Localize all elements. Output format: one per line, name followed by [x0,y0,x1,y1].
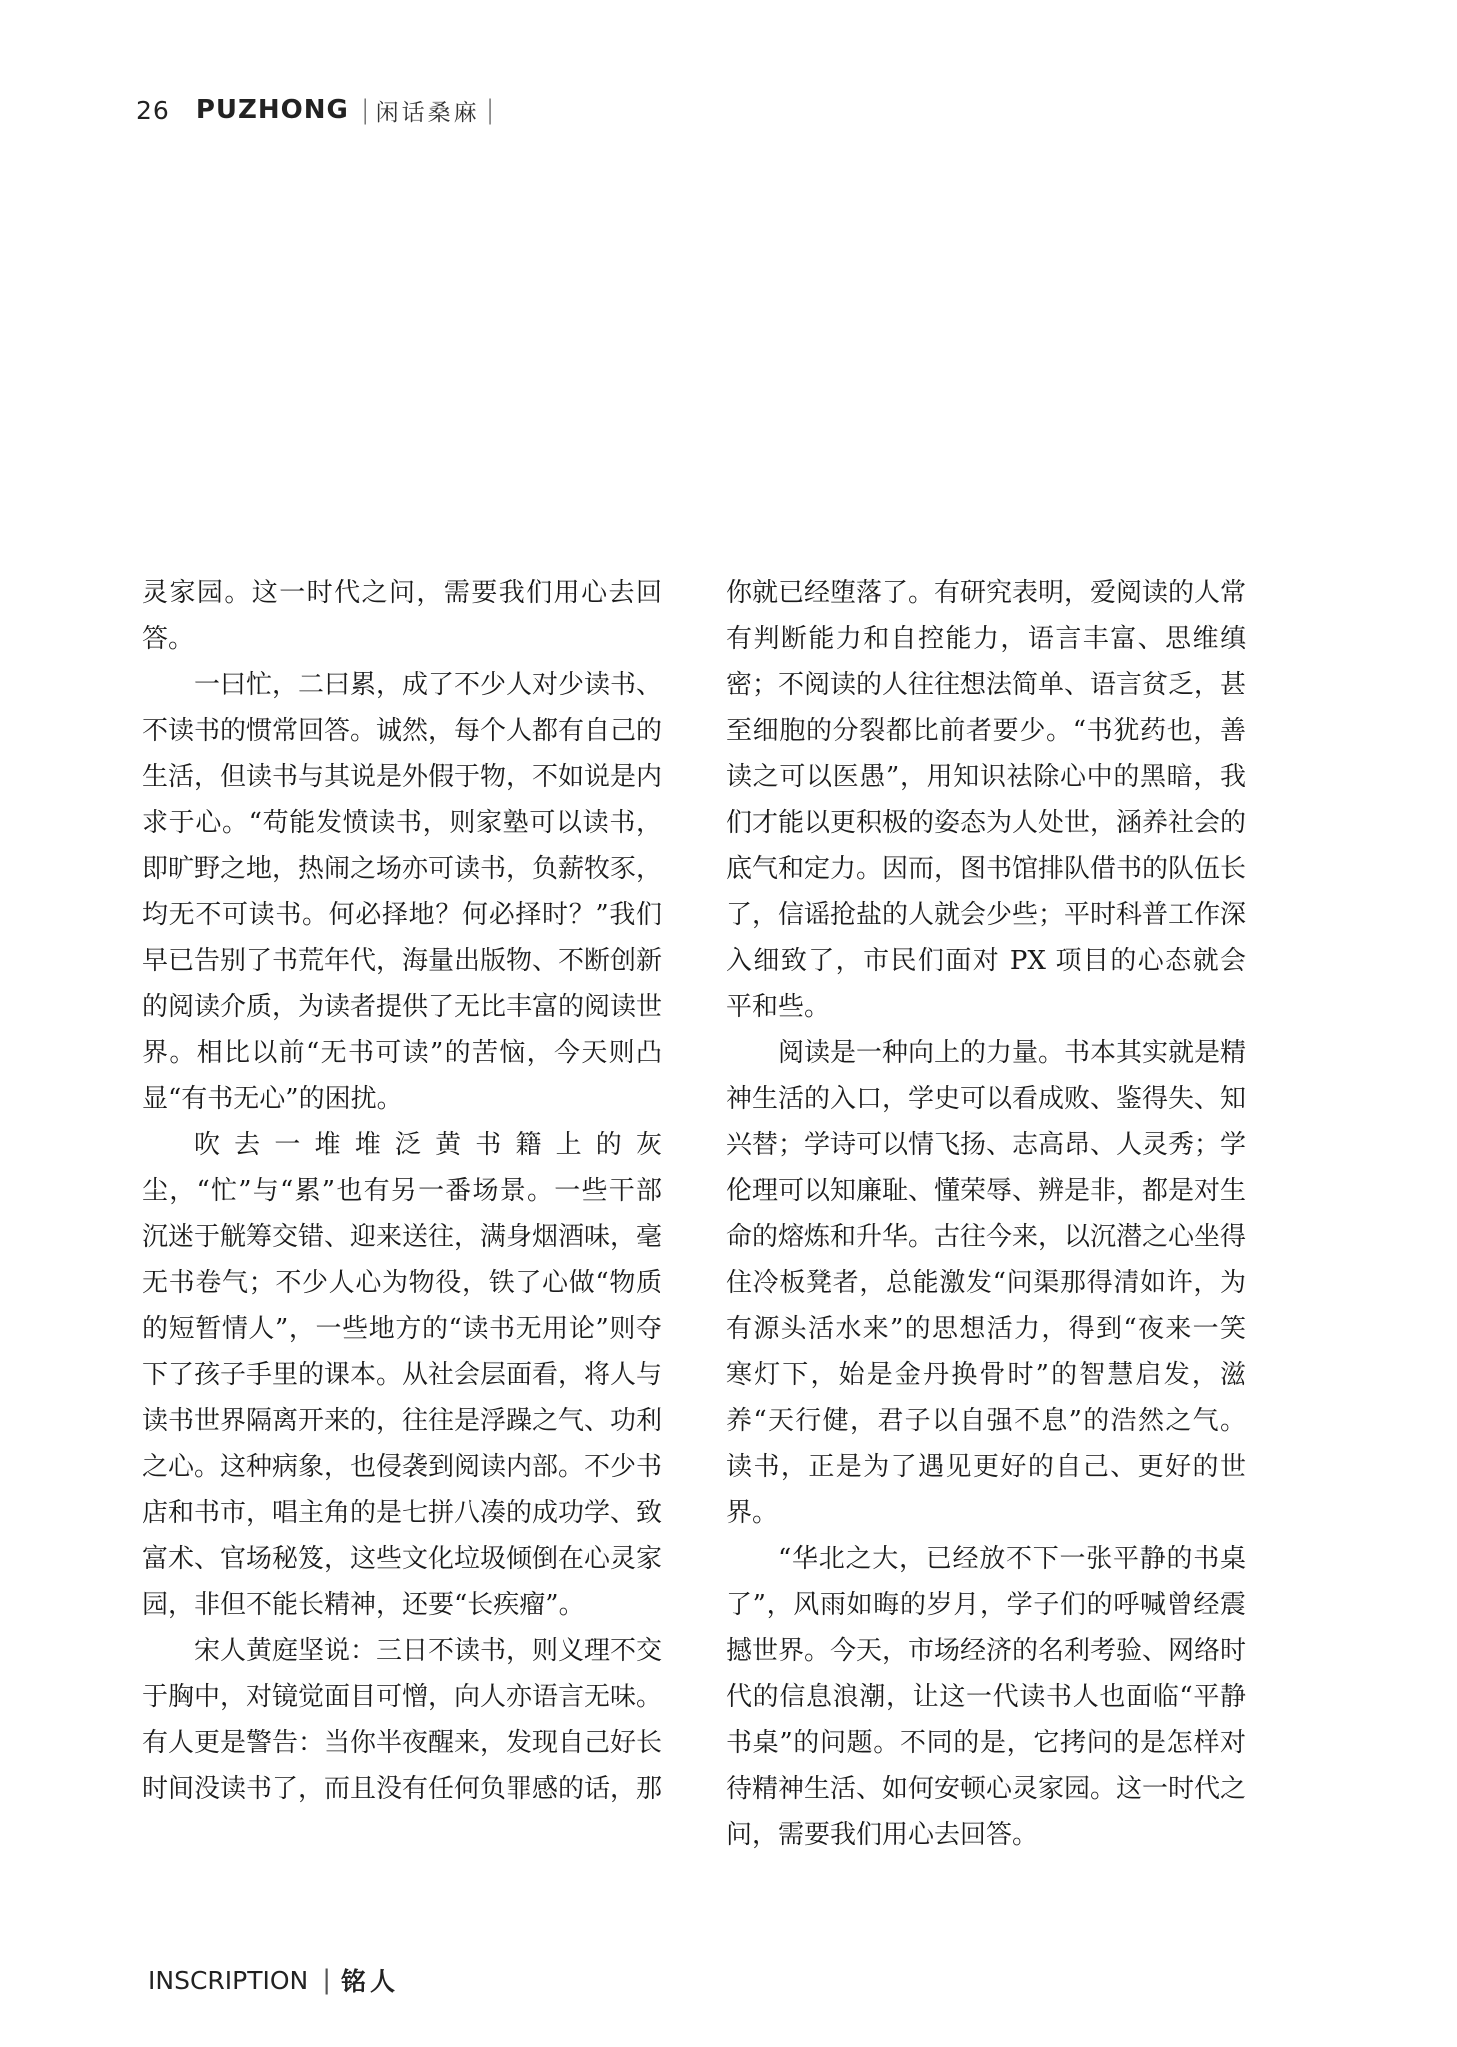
paragraph: 宋人黄庭坚说：三日不读书，则义理不交于胸中，对镜觉面目可憎，向人亦语言无味。有人更是警告：当你半夜醒来，发现自己好长时间没读书了，而且没有任何负罪感的话，那 [142,1636,663,1804]
footer-separator: | [322,1965,332,1995]
footer-label-cn: 铭人 [341,1967,400,1996]
right-column [726,570,1246,1858]
page-footer [148,1962,399,1998]
header-separator-end: | [485,95,495,125]
paragraph: 一曰忙，二曰累，成了不少人对少读书、不读书的惯常回答。诚然，每个人都有自己的生活，但读书与其说是外假于物，不如说是内求于心。“苟能发愤读书，则家塾可以读书，即旷野之地，热闹之场亦可读书，负薪牧豕，均无不可读书。何必择地？何必择时？”我们早已告别了书荒年代，海量出版物、不断创新的阅读介质，为读者提供了无比丰富的阅读世界。相比以前“无书可读”的苦恼，今天则凸显“有书无心”的困扰。 [142,670,663,1114]
magazine-brand: PUZHONG [195,95,349,125]
paragraph: 你就已经堕落了。有研究表明，爱阅读的人常有判断能力和自控能力，语言丰富、思维缜密；不阅读的人往往想法简单、语言贫乏，甚至细胞的分裂都比前者要少。“书犹药也，善读之可以医愚”，用知识祛除心中的黑暗，我们才能以更积极的姿态为人处世，涵养社会的底气和定力。因而，图书馆排队借书的队伍长了，信谣抢盐的人就会少些；平时科普工作深入细致了，市民们面对 PX 项目的心态就会平和些。 [726,578,1247,1022]
paragraph: “华北之大，已经放不下一张平静的书桌了”，风雨如晦的岁月，学子们的呼喊曾经震撼世界。今天，市场经济的名利考验、网络时代的信息浪潮，让这一代读书人也面临“平静书桌”的问题。不同的是，它拷问的是怎样对待精神生活、如何安顿心灵家园。这一时代之问，需要我们用心去回答。 [726,1544,1247,1850]
page-number: 26 [136,95,170,125]
page-header [136,92,494,128]
section-name: 闲话桑麻 [375,99,480,126]
paragraph: 吹去一堆堆泛黄书籍上的灰尘，“忙”与“累”也有另一番场景。一些干部沉迷于觥筹交错、迎来送往，满身烟酒味，毫无书卷气；不少人心为物役，铁了心做“物质的短暂情人”，一些地方的“读书无用论”则夺下了孩子手里的课本。从社会层面看，将人与读书世界隔离开来的，往往是浮躁之气、功利之心。这种病象，也侵袭到阅读内部。不少书店和书市，唱主角的是七拼八凑的成功学、致富术、官场秘笈，这些文化垃圾倾倒在心灵家园，非但不能长精神，还要“长疾瘤”。 [142,1130,663,1620]
paragraph: 灵家园。这一时代之问，需要我们用心去回答。 [142,578,662,654]
left-column [142,570,662,1812]
footer-label-en: INSCRIPTION [148,1965,309,1995]
paragraph: 阅读是一种向上的力量。书本其实就是精神生活的入口，学史可以看成败、鉴得失、知兴替；学诗可以情飞扬、志高昂、人灵秀；学伦理可以知廉耻、懂荣辱、辨是非，都是对生命的熔炼和升华。古往今来，以沉潜之心坐得住冷板凳者，总能激发“问渠那得清如许，为有源头活水来”的思想活力，得到“夜来一笑寒灯下，始是金丹换骨时”的智慧启发，滋养“天行健，君子以自强不息”的浩然之气。读书，正是为了遇见更好的自己、更好的世界。 [726,1038,1247,1528]
header-separator: | [360,95,370,125]
